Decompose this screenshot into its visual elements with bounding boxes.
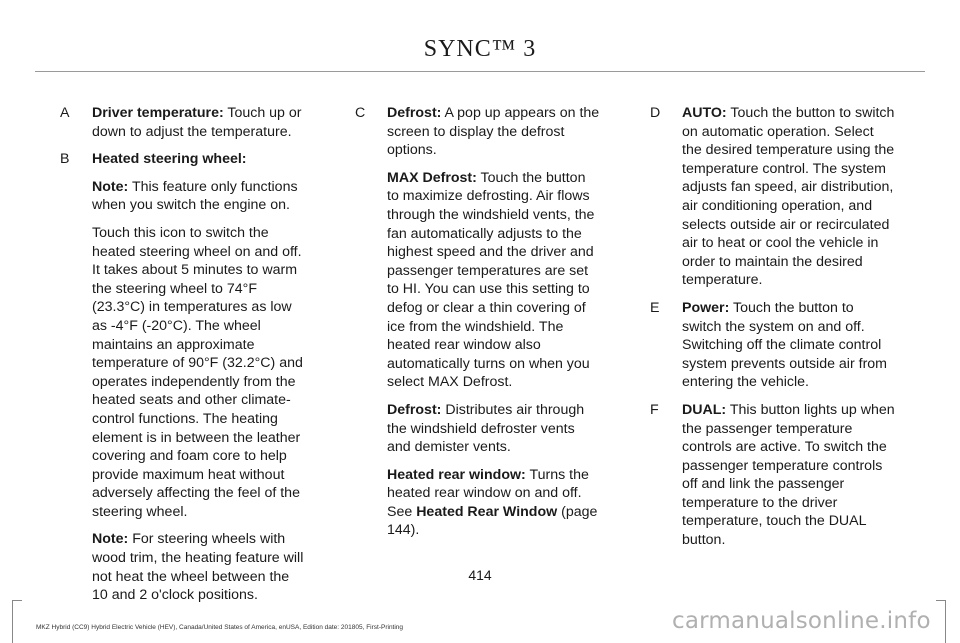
legend-paragraph: [682, 299, 895, 392]
crop-mark-left-horizontal: [12, 600, 22, 601]
description-text: This button lights up when the passenger temperature controls are active. To switch the passenger temperature controls off and link the passenger temperature to the driver temperature, touch the DUAL button.: [682, 401, 895, 549]
note-label: Note:: [92, 531, 129, 548]
description-text: Distributes air through the windshield defroster vents and demister vents.: [387, 401, 585, 456]
column-left: [60, 104, 305, 614]
term-label: Heated steering wheel:: [92, 151, 247, 168]
description-text: Touch the button to switch on automatic operation. Select the desired temperature using the temperature control. The system adjusts fan speed, air distribution, air conditioning operation, and selects outside air or recirculated air to heat or cool the vehicle in order to maintain the desired temperature.: [682, 105, 895, 289]
legend-paragraph: [682, 401, 895, 550]
term-label: Defrost:: [387, 105, 442, 121]
description-text: Touch up or down to adjust the temperature.: [92, 105, 302, 140]
legend-item-e: [650, 299, 895, 392]
legend-letter: F: [650, 401, 659, 418]
legend-paragraph: [92, 150, 305, 169]
legend-letter: E: [650, 299, 660, 316]
crop-mark-left-vertical: [12, 600, 13, 643]
legend-item-b: [60, 150, 305, 605]
term-label: MAX Defrost:: [387, 169, 477, 186]
legend-item-c: [355, 104, 600, 540]
legend-paragraph: [387, 104, 600, 160]
page-header-title: SYNC™ 3: [423, 36, 537, 62]
header-divider: [35, 71, 925, 72]
footer-edition-text: MKZ Hybrid (CC9) Hybrid Electric Vehicle (HEV), Canada/United States of America, enUSA, Edition date: 201805, First-Printing: [36, 624, 404, 631]
term-label: AUTO:: [682, 105, 727, 121]
description-text: Touch this icon to switch the heated steering wheel on and off. It takes about 5 minutes to warm the steering wheel to 74°F (23.3°C) in temperatures as low as -4°F (-20°C). The wheel maintains an approximate temperature of 90°F (32.2°C) and operates independently from the heated seats and other climate-control functions. The heating element is in between the leather covering and foam core to help provide maximum heat without adversely affecting the feel of the steering wheel.: [92, 224, 303, 520]
legend-letter: A: [60, 105, 70, 121]
term-label: Power:: [682, 299, 730, 316]
column-middle: [355, 104, 600, 549]
legend-paragraph: [682, 104, 895, 290]
legend-letter: C: [355, 105, 366, 121]
term-label: DUAL:: [682, 401, 727, 418]
column-right: [650, 104, 895, 559]
legend-letter: B: [60, 151, 70, 168]
legend-item-f: [650, 401, 895, 550]
description-text: Turns the heated rear window on and off. See: [387, 466, 589, 520]
legend-paragraph: [387, 169, 600, 392]
legend-paragraph: [387, 466, 600, 540]
watermark-text: carmanualsonline.info: [672, 608, 931, 634]
page-number: 414: [468, 567, 492, 583]
crop-mark-right-vertical: [945, 600, 946, 643]
description-text: Touch the button to maximize defrosting. Air flows through the windshield vents, the fan automatically adjusts to the highest speed and the driver and passenger temperatures are set to HI. You can use this setting to defog or clear a thin covering of ice from the windshield. The heated rear window also automatically turns on when you select MAX Defrost.: [387, 169, 595, 391]
term-label: Heated rear window:: [387, 466, 526, 483]
description-text: Touch the button to switch the system on and off. Switching off the climate control system prevents outside air from entering the vehicle.: [682, 299, 888, 391]
description-text: This feature only functions when you switch the engine on.: [92, 178, 298, 214]
term-label: Driver temperature:: [92, 105, 224, 121]
cross-reference-link[interactable]: Heated Rear Window: [416, 503, 558, 520]
page-reference-text: (page 144).: [387, 503, 598, 539]
legend-letter: D: [650, 105, 661, 121]
legend-item-a: [60, 104, 305, 141]
description-text: A pop up appears on the screen to display the defrost options.: [387, 105, 600, 159]
body-paragraph: [92, 224, 305, 522]
note-label: Note:: [92, 178, 129, 195]
crop-mark-right-horizontal: [936, 600, 946, 601]
legend-paragraph: [92, 104, 305, 141]
legend-item-d: [650, 104, 895, 290]
description-text: For steering wheels with wood trim, the heating feature will not heat the wheel between the 10 and 2 o'clock positions.: [92, 531, 304, 604]
note-paragraph: [92, 178, 305, 215]
legend-paragraph: [387, 401, 600, 457]
term-label: Defrost:: [387, 401, 442, 418]
